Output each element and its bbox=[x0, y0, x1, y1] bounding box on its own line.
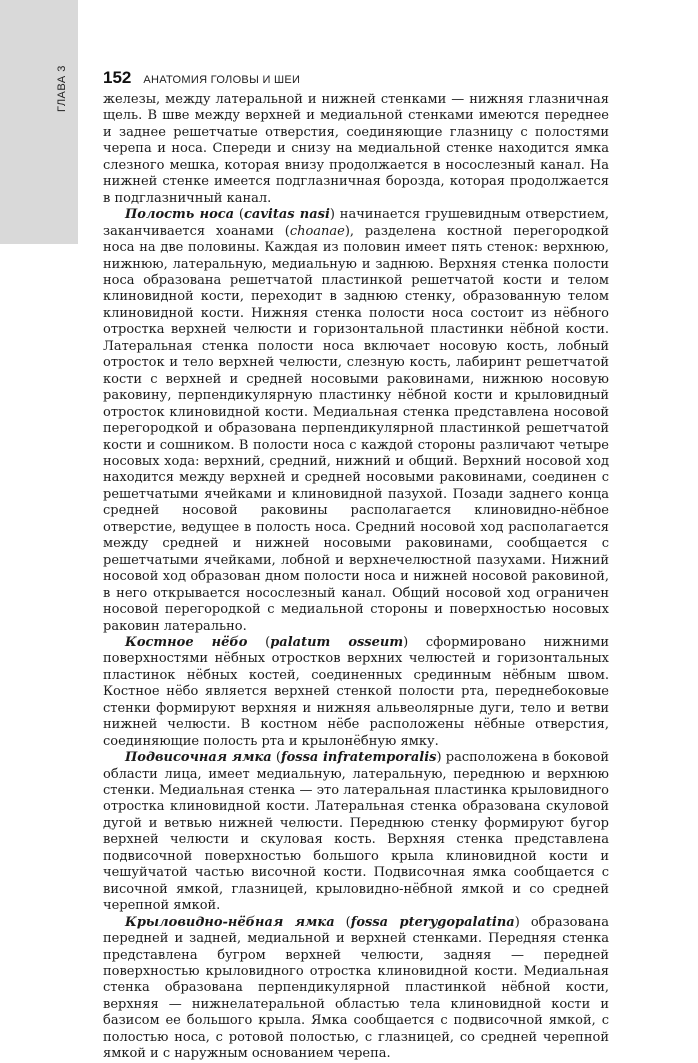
page-header bbox=[103, 68, 300, 88]
term-heading: Полость носа bbox=[125, 207, 235, 223]
paragraph-text: начинается грушевидным отверстием, заканчивается хоанами ( bbox=[103, 207, 609, 239]
running-title: АНАТОМИЯ ГОЛОВЫ И ШЕИ bbox=[143, 74, 301, 86]
term-heading: Подвисочная ямка bbox=[125, 750, 272, 766]
paragraph-text: ), разделена костной перегородкой носа на две половины. Каждая из половин имеет пять стенок: верхнюю, нижнюю, латеральную, медиальную и заднюю. Верхняя стенка полости носа образована решетчатой пластинкой решетчатой кости и телом клиновидной кости, переходит в заднюю стенку, образованную телом клиновидной кости. Нижняя стенка полости носа состоит из нёбного отростка верхней челюсти и горизонтальной пластинки нёбной кости. Латеральная стенка полости носа включает носовую кость, лобный отросток и тело верхней челюсти, слезную кость, лабиринт решетчатой кости с верхней и средней носовыми раковинами, нижнюю носовую раковину, перпендикулярную пластинку нёбной кости и крыловидный отросток клиновидной кости. Медиальная стенка представлена носовой перегородкой и образована перпендикулярной пластинкой решетчатой кости и сошником. В полости носа с каждой стороны различают четыре носовых хода: верхний, средний, нижний и общий. Верхний носовой ход находится между верхней и средней носовыми раковинами, соединен с решетчатыми ячейками и клиновидной пазухой. Позади заднего конца средней носовой раковины располагается клиновидно-нёбное отверстие, ведущее в полость носа. Средний носовой ход располагается между средней и нижней носовыми раковинами, сообщается с решетчатыми ячейками, лобной и верхнечелюстной пазухами. Нижний носовой ход образован дном полости носа и нижней носовой раковиной, в него открывается носослезный канал. Общий носовой ход ограничен носовой перегородкой с медиальной стороны и поверхностью носовых раковин латерально. bbox=[103, 223, 609, 634]
paren-close: ) bbox=[514, 914, 531, 930]
paragraph-continuation bbox=[103, 92, 609, 207]
latin-term: fossa infratemporalis bbox=[280, 750, 437, 766]
paragraph-hard-palate bbox=[103, 635, 609, 750]
term-heading: Костное нёбо bbox=[125, 634, 248, 650]
paren-open: ( bbox=[234, 207, 244, 223]
latin-term: cavitas nasi bbox=[243, 207, 330, 223]
paragraph-text: сформировано нижними поверхностями нёбных отростков верхних челюстей и горизонтальных пластинок нёбных костей, соединенных срединным нёбным швом. Костное нёбо является верхней стенкой полости рта, переднебоковые стенки формируют верхняя и нижняя альвеолярные дуги, тело и ветви нижней челюсти. В костном нёбе расположены нёбные отверстия, соединяющие полость рта и крылонёбную ямку. bbox=[103, 634, 609, 749]
chapter-tab bbox=[0, 0, 78, 244]
latin-inline-term: choanae bbox=[289, 223, 345, 239]
chapter-tab-label: ГЛАВА 3 bbox=[56, 65, 68, 112]
body-text bbox=[103, 92, 609, 1063]
latin-term: fossa pterygopalatina bbox=[350, 914, 515, 930]
page-number: 152 bbox=[103, 68, 132, 87]
paragraph-text: железы, между латеральной и нижней стенками — нижняя глазничная щель. В шве между верхней и медиальной стенками имеются переднее и заднее решетчатые отверстия, соединяющие глазницу с полостями черепа и носа. Спереди и снизу на медиальной стенке находится ямка слезного мешка, которая внизу продолжается в носослезный канал. На нижней стенке имеется подглазничная борозда, которая продолжается в подглазничный канал. bbox=[103, 92, 609, 206]
term-heading: Крыловидно-нёбная ямка bbox=[125, 914, 335, 930]
latin-term: palatum osseum bbox=[270, 634, 404, 650]
paragraph-infratemporal-fossa bbox=[103, 750, 609, 915]
paren-open: ( bbox=[334, 914, 351, 930]
paragraph-text: образована передней и задней, медиальной и верхней стенками. Передняя стенка представлена бугром верхней челюсти, задняя — передней поверхностью крыловидного отростка клиновидной кости. Медиальная стенка образована перпендикулярной пластинкой нёбной кости, верхняя — нижнелатеральной областью тела клиновидной кости и базисом ее большого крыла. Ямка сообщается с подвисочной ямкой, с полостью носа, с ротовой полостью, с глазницей, со средней черепной ямкой и с наружным основанием черепа. bbox=[103, 914, 609, 1062]
paren-open: ( bbox=[247, 634, 271, 650]
paren-open: ( bbox=[271, 750, 281, 766]
paren-close: ) bbox=[329, 207, 340, 223]
paren-close: ) bbox=[436, 750, 446, 766]
paragraph-pterygopalatine-fossa bbox=[103, 915, 609, 1063]
paren-close: ) bbox=[403, 634, 426, 650]
paragraph-nasal-cavity bbox=[103, 207, 609, 635]
paragraph-text: расположена в боковой области лица, имеет медиальную, латеральную, переднюю и верхнюю стенки. Медиальная стенка — это латеральная пластинка крыловидного отростка клиновидной кости. Латеральная стенка образована скуловой дугой и ветвью нижней челюсти. Переднюю стенку формируют бугор верхней челюсти и скуловая кость. Верхняя стенка представлена подвисочной поверхностью большого крыла клиновидной кости и чешуйчатой частью височной кости. Подвисочная ямка сообщается с височной ямкой, глазницей, крыловидно-нёбной ямкой и со средней черепной ямкой. bbox=[103, 750, 609, 914]
